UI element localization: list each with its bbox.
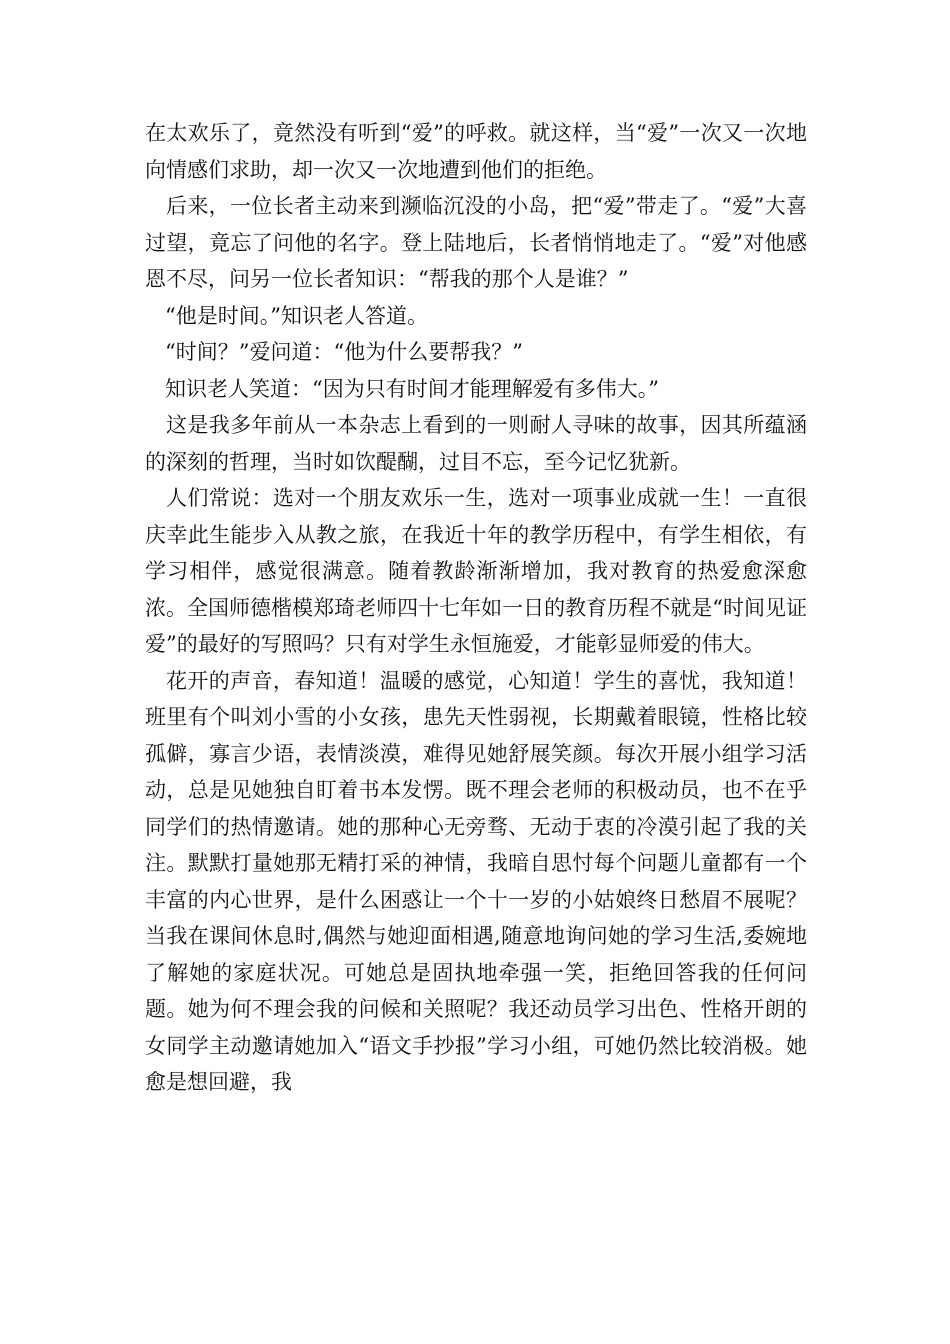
document-page [145,115,807,1101]
paragraph-story-reflection: 这是我多年前从一本杂志上看到的一则耐人寻味的故事，因其所蕴涵的深刻的哲理，当时如饮醍醐，过目不忘，至今记忆犹新。 [145,413,807,474]
paragraph-dialogue-question: “时间？”爱问道：“他为什么要帮我？” [165,340,523,364]
paragraph-student-story: 花开的声音，春知道！温暖的感觉，心知道！学生的喜忧，我知道！班里有个叫刘小雪的小女孩，患先天性弱视，长期戴着眼镜，性格比较孤僻，寡言少语，表情淡漠，难得见她舒展笑颜。每次开展小组学习活动，总是见她独自盯着书本发愣。既不理会老师的积极动员，也不在乎同学们的热情邀请。她的那种心无旁骛、无动于衷的冷漠引起了我的关注。默默打量她那无精打采的神情，我暗自思忖每个问题儿童都有一个丰富的内心世界，是什么困惑让一个十一岁的小姑娘终日愁眉不展呢？当我在课间休息时,偶然与她迎面相遇,随意地询问她的学习生活,委婉地了解她的家庭状况。可她总是固执地牵强一笑，拒绝回答我的任何问题。她为何不理会我的问候和关照呢？我还动员学习出色、性格开朗的女同学主动邀请她加入“语文手抄报”学习小组，可她仍然比较消极。她愈是想回避，我 [145,668,807,1094]
paragraph-teaching-career: 人们常说：选对一个朋友欢乐一生，选对一项事业成就一生！一直很庆幸此生能步入从教之旅，在我近十年的教学历程中，有学生相依，有学习相伴，感觉很满意。随着教龄渐渐增加，我对教育的热爱愈深愈浓。全国师德楷模郑琦老师四十七年如一日的教育历程不就是“时间见证爱”的最好的写照吗？只有对学生永恒施爱，才能彰显师爱的伟大。 [145,486,807,656]
paragraph-continuation: 在太欢乐了，竟然没有听到“爱”的呼救。就这样，当“爱”一次又一次地向情感们求助，却一次又一次地遭到他们的拒绝。 [145,121,807,182]
paragraph-elder-rescue: 后来，一位长者主动来到濒临沉没的小岛，把“爱”带走了。“爱”大喜过望，竟忘了问他的名字。登上陆地后，长者悄悄地走了。“爱”对他感恩不尽，问另一位长者知识：“帮我的那个人是谁？” [145,194,807,291]
paragraph-dialogue-time: “他是时间。”知识老人答道。 [165,303,428,328]
paragraph-dialogue-answer: 知识老人笑道：“因为只有时间才能理解爱有多伟大。” [165,376,659,401]
